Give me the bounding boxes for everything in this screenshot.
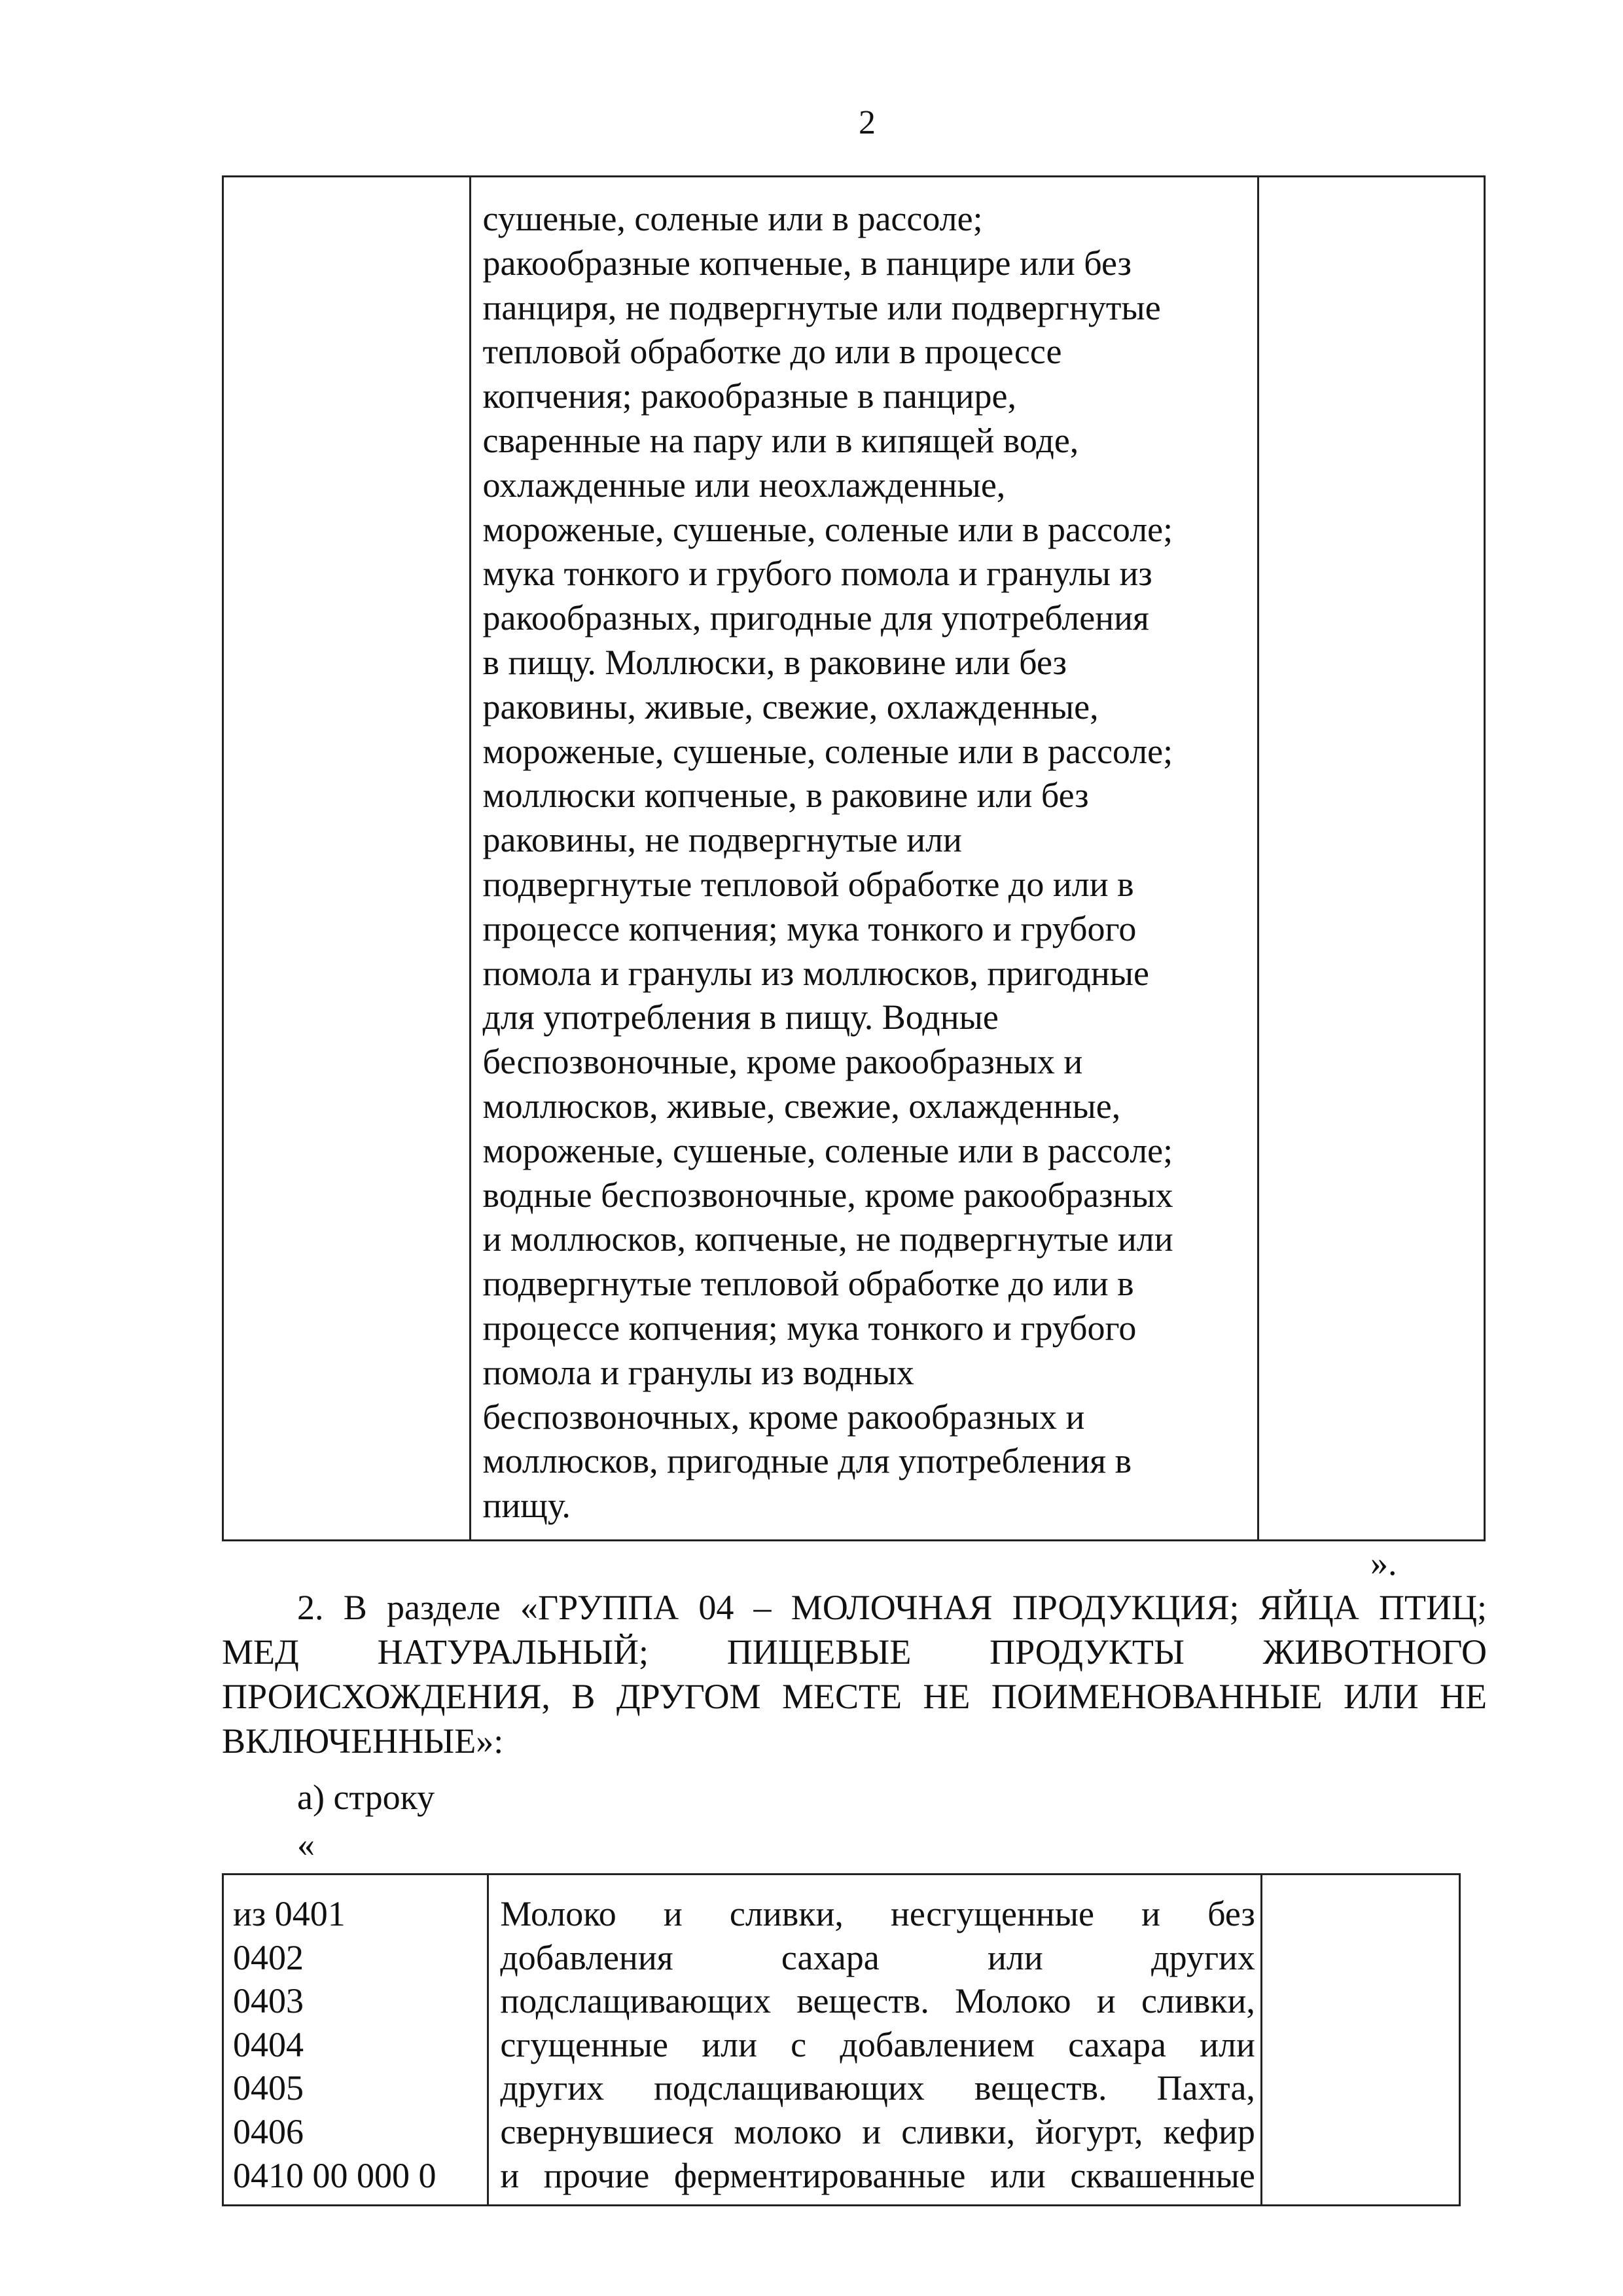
note-cell <box>1258 177 1485 1541</box>
description-line: моллюсков, пригодные для употребления в <box>482 1441 1132 1481</box>
description-line: других подслащивающих веществ. Пахта, <box>500 2068 1255 2108</box>
description-line: мука тонкого и грубого помола и гранулы из <box>482 554 1152 594</box>
description-line: беспозвоночных, кроме ракообразных и <box>482 1397 1085 1437</box>
code-line: 0404 <box>233 2024 304 2064</box>
description-line: тепловой обработке до или в процессе <box>482 332 1062 372</box>
code-line: 0402 <box>233 1937 304 1977</box>
description-line: мороженые, сушеные, соленые или в рассоле; <box>482 1130 1173 1170</box>
description-line: процессе копчения; мука тонкого и грубого <box>482 908 1137 948</box>
description-line: свернувшиеся молоко и сливки, йогурт, кефир <box>500 2111 1255 2151</box>
description-line: раковины, не подвергнутые или <box>482 820 962 860</box>
description-line: водные беспозвоночные, кроме ракообразных <box>482 1175 1173 1215</box>
paragraph-line: МЕД НАТУРАЛЬНЫЙ; ПИЩЕВЫЕ ПРОДУКТЫ ЖИВОТНОГО <box>222 1632 1487 1672</box>
description-line: процессе копчения; мука тонкого и грубого <box>482 1308 1137 1348</box>
description-line: Молоко и сливки, несгущенные и без <box>500 1894 1255 1933</box>
sub-item-a: а) строку <box>297 1778 435 1817</box>
code-line: 0410 00 000 0 <box>233 2155 437 2195</box>
description-line: сушеные, соленые или в рассоле; <box>482 199 983 238</box>
description-line: сваренные на пару или в кипящей воде, <box>482 420 1079 460</box>
description-line: добавления сахара или других <box>500 1937 1255 1977</box>
description-line: беспозвоночные, кроме ракообразных и <box>482 1042 1083 1082</box>
code-line: 0403 <box>233 1981 304 2021</box>
description-line: моллюсков, живые, свежие, охлажденные, <box>482 1086 1121 1126</box>
page-number: 2 <box>859 104 876 141</box>
code-line: 0405 <box>233 2068 304 2108</box>
description-line: пищу. <box>482 1486 571 1526</box>
description-line: мороженые, сушеные, соленые или в рассоле; <box>482 731 1173 771</box>
description-line: и моллюсков, копченые, не подвергнутые или <box>482 1219 1173 1259</box>
description-line: моллюски копченые, в раковине или без <box>482 776 1089 816</box>
paragraph-line: 2. В разделе «ГРУППА 04 – МОЛОЧНАЯ ПРОДУКЦИЯ; ЯЙЦА ПТИЦ; <box>297 1588 1487 1627</box>
description-line: ракообразных, пригодные для употребления <box>482 598 1149 638</box>
code-line: из 0401 <box>233 1894 346 1933</box>
description-line: сгущенные или с добавлением сахара или <box>500 2024 1255 2064</box>
description-line: помола и гранулы из водных <box>482 1352 914 1392</box>
description-line: для употребления в пищу. Водные <box>482 997 999 1037</box>
description-line: панциря, не подвергнутые или подвергнутые <box>482 287 1161 327</box>
paragraph-line: ВКЛЮЧЕННЫЕ»: <box>222 1721 504 1761</box>
description-line: раковины, живые, свежие, охлажденные, <box>482 687 1099 726</box>
description-cell <box>471 177 1258 1541</box>
goods-table-dairy <box>222 1873 1461 2206</box>
description-line: и прочие ферментированные или сквашенные <box>500 2155 1255 2195</box>
code-line: 0406 <box>233 2111 304 2151</box>
description-line: помола и гранулы из моллюсков, пригодные <box>482 953 1150 993</box>
paragraph-line: ПРОИСХОЖДЕНИЯ, В ДРУГОМ МЕСТЕ НЕ ПОИМЕНОВАННЫЕ ИЛИ НЕ <box>222 1677 1487 1716</box>
description-line: подслащивающих веществ. Молоко и сливки, <box>500 1981 1255 2021</box>
description-line: подвергнутые тепловой обработке до или в <box>482 864 1134 904</box>
table-row <box>223 177 1485 1541</box>
description-line: мороженые, сушеные, соленые или в рассоле; <box>482 509 1173 549</box>
code-cell <box>223 1874 488 2206</box>
note-cell <box>1261 1874 1459 2206</box>
goods-table-continued <box>222 175 1486 1541</box>
description-line: ракообразные копченые, в панцире или без <box>482 243 1132 283</box>
description-line: копчения; ракообразные в панцире, <box>482 376 1017 416</box>
description-line: в пищу. Моллюски, в раковине или без <box>482 642 1067 682</box>
description-cell <box>488 1874 1262 2206</box>
opening-quote: « <box>297 1825 315 1864</box>
section-2-paragraph <box>222 1585 1487 1763</box>
table-row <box>223 1874 1460 2206</box>
code-cell <box>223 177 471 1541</box>
description-line: охлажденные или неохлажденные, <box>482 465 1006 505</box>
description-line: подвергнутые тепловой обработке до или в <box>482 1264 1134 1304</box>
closing-quote: ». <box>1370 1543 1397 1583</box>
